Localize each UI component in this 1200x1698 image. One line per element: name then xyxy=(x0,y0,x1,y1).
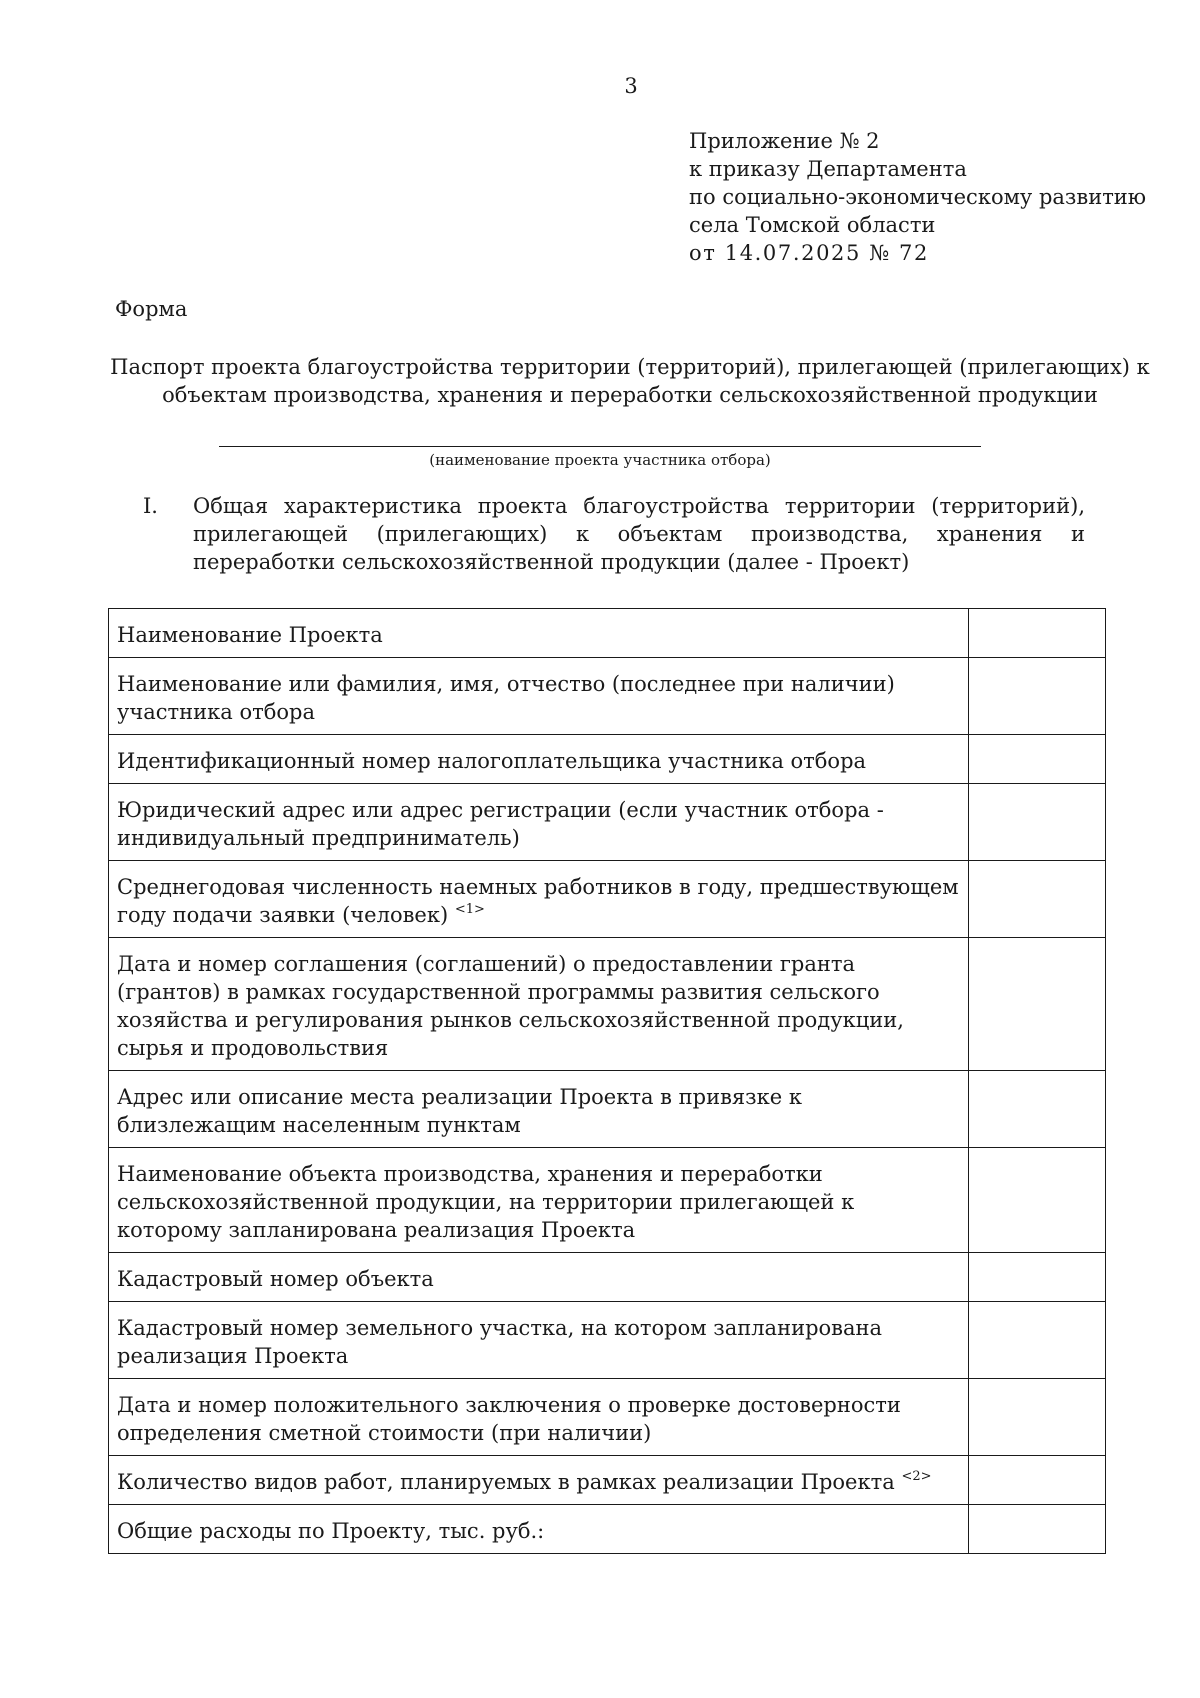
row-value-cell[interactable] xyxy=(969,1071,1106,1148)
row-label-cell xyxy=(109,735,969,784)
section-number: I. xyxy=(143,494,158,518)
table-row xyxy=(109,609,1106,658)
row-value-cell[interactable] xyxy=(969,609,1106,658)
row-value-cell[interactable] xyxy=(969,861,1106,938)
table-row xyxy=(109,1071,1106,1148)
appendix-line: села Томской области xyxy=(689,213,936,237)
appendix-line: по социально-экономическому развитию xyxy=(689,185,1147,209)
form-label: Форма xyxy=(115,297,188,321)
row-label: Дата и номер соглашения (соглашений) о предоставлении гранта (грантов) в рамках государственной программы развития сельского хозяйства и регулирования рынков сельскохозяйственной продукции, сырья и продовольствия xyxy=(117,952,904,1060)
table-row xyxy=(109,1302,1106,1379)
row-label-cell xyxy=(109,609,969,658)
table-row xyxy=(109,1379,1106,1456)
row-value-cell[interactable] xyxy=(969,1253,1106,1302)
row-label-cell xyxy=(109,784,969,861)
table-row xyxy=(109,938,1106,1071)
row-label-cell xyxy=(109,1253,969,1302)
row-label: Юридический адрес или адрес регистрации (если участник отбора - индивидуальный предприниматель) xyxy=(117,798,884,850)
row-label-cell xyxy=(109,1456,969,1505)
row-label: Кадастровый номер земельного участка, на котором запланирована реализация Проекта xyxy=(117,1316,883,1368)
table-row xyxy=(109,1148,1106,1253)
row-value-cell[interactable] xyxy=(969,1148,1106,1253)
document-title: Паспорт проекта благоустройства территории (территорий), прилегающей (прилегающих) к объектам производства, хранения и переработки сельскохозяйственной продукции xyxy=(110,355,1150,407)
row-label-cell xyxy=(109,1148,969,1253)
row-label-cell xyxy=(109,1071,969,1148)
passport-table xyxy=(108,608,1106,1554)
appendix-line: к приказу Департамента xyxy=(689,157,967,181)
table-row xyxy=(109,1456,1106,1505)
row-label: Количество видов работ, планируемых в рамках реализации Проекта xyxy=(117,1470,895,1494)
row-label: Наименование Проекта xyxy=(117,623,383,647)
row-value-cell[interactable] xyxy=(969,1456,1106,1505)
appendix-date-line: от 14.07.2025 № 72 xyxy=(689,241,929,265)
row-label-cell xyxy=(109,938,969,1071)
appendix-line: Приложение № 2 xyxy=(689,129,880,153)
table-row xyxy=(109,658,1106,735)
row-label-cell xyxy=(109,1505,969,1554)
table-row xyxy=(109,735,1106,784)
row-label-cell xyxy=(109,1302,969,1379)
row-value-cell[interactable] xyxy=(969,784,1106,861)
row-label: Идентификационный номер налогоплательщика участника отбора xyxy=(117,749,867,773)
row-value-cell[interactable] xyxy=(969,658,1106,735)
row-label-cell xyxy=(109,1379,969,1456)
table-row xyxy=(109,1505,1106,1554)
row-label: Кадастровый номер объекта xyxy=(117,1267,434,1291)
row-label: Наименование или фамилия, имя, отчество (последнее при наличии) участника отбора xyxy=(117,672,895,724)
row-value-cell[interactable] xyxy=(969,735,1106,784)
row-label: Дата и номер положительного заключения о проверке достоверности определения сметной стоимости (при наличии) xyxy=(117,1393,901,1445)
table-row xyxy=(109,861,1106,938)
table-row xyxy=(109,784,1106,861)
row-label: Общие расходы по Проекту, тыс. руб.: xyxy=(117,1519,545,1543)
project-name-caption: (наименование проекта участника отбора) xyxy=(429,451,771,469)
table-row xyxy=(109,1253,1106,1302)
project-name-line[interactable] xyxy=(219,446,981,447)
row-label: Наименование объекта производства, хранения и переработки сельскохозяйственной продукции, на территории прилегающей к которому запланирована реализация Проекта xyxy=(117,1162,855,1242)
row-label-cell xyxy=(109,658,969,735)
row-label-cell xyxy=(109,861,969,938)
row-label: Адрес или описание места реализации Проекта в привязке к близлежащим населенным пунктам xyxy=(117,1085,802,1137)
row-value-cell[interactable] xyxy=(969,1505,1106,1554)
footnote-ref: <1> xyxy=(454,902,485,917)
row-value-cell[interactable] xyxy=(969,938,1106,1071)
page-number: 3 xyxy=(624,74,638,98)
section-text: Общая характеристика проекта благоустройства территории (территорий), прилегающей (прилегающих) к объектам производства, хранения и переработки сельскохозяйственной продукции (далее - Проект) xyxy=(193,494,1085,574)
footnote-ref: <2> xyxy=(901,1469,932,1484)
appendix-header xyxy=(689,127,1146,267)
row-label: Среднегодовая численность наемных работников в году, предшествующем году подачи заявки (человек) xyxy=(117,875,959,927)
row-value-cell[interactable] xyxy=(969,1302,1106,1379)
section-heading xyxy=(143,492,1085,576)
row-value-cell[interactable] xyxy=(969,1379,1106,1456)
